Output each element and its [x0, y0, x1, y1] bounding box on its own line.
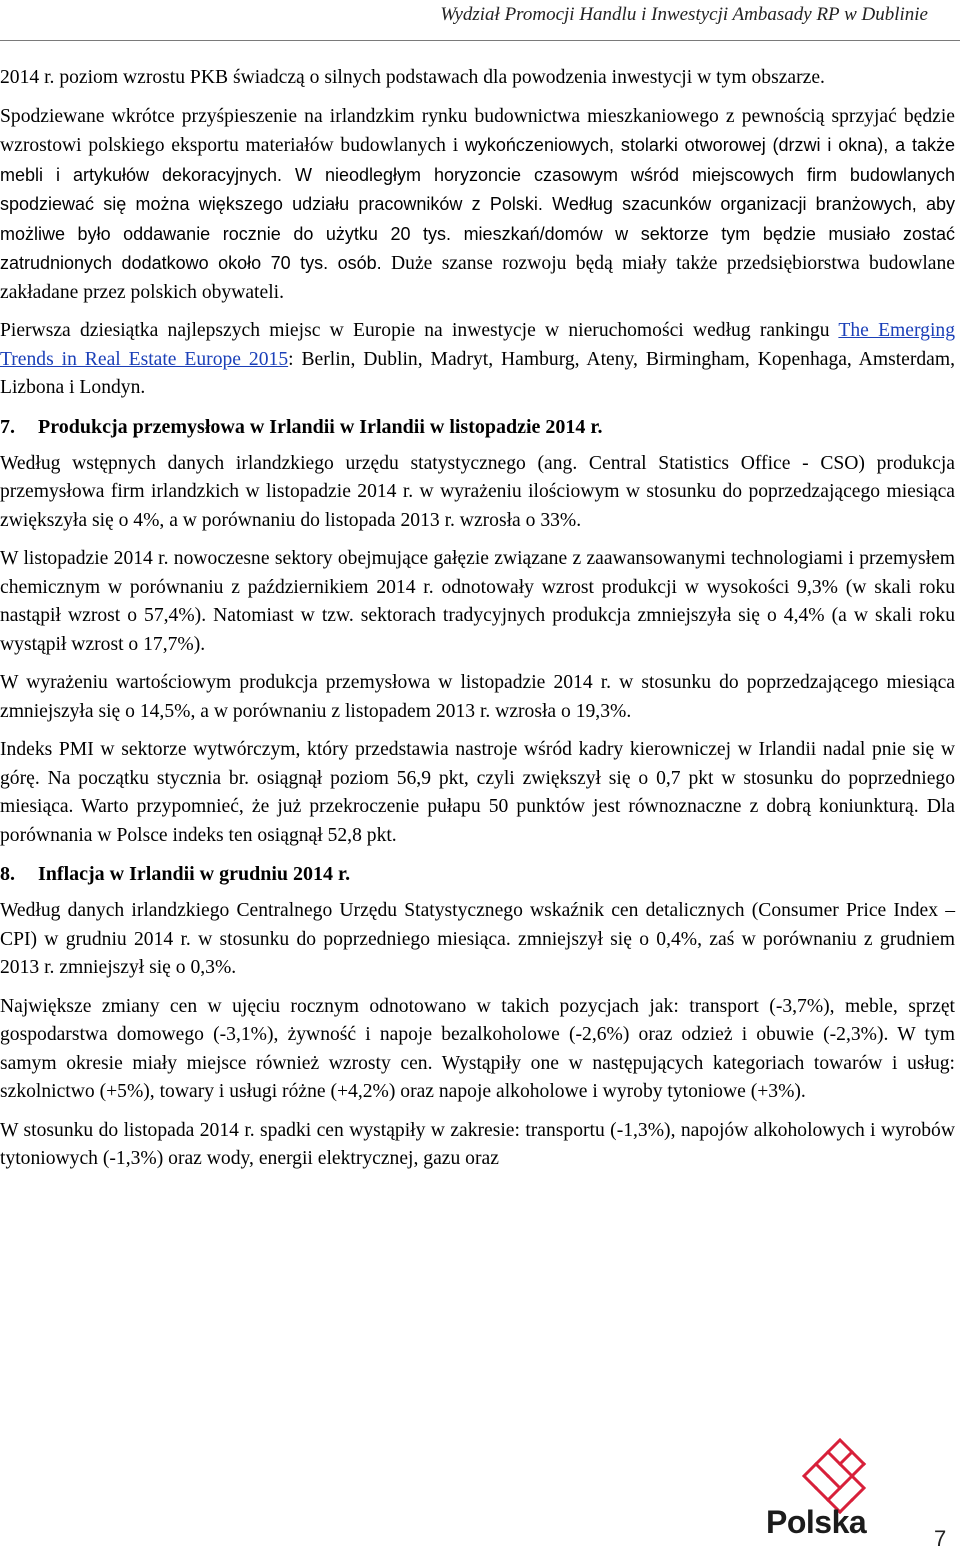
- paragraph-modern-sectors: W listopadzie 2014 r. nowoczesne sektory obejmujące gałęzie związane z zaawansowanymi technologiami i przemysłem chemicznym w porównaniu z październikiem 2014 r. odnotowały wzrost produkcji w wysokości 9,3% (w skali roku nastąpił wzrost o 57,4%). Natomiast w tzw. sektorach tradycyjnych produkcja zmniejszyła się o 4,4% (a w skali roku wystąpił wzrost o 17,7%).: [0, 548, 955, 655]
- section-8-number: 8.: [0, 863, 15, 885]
- paragraph-cpi: Według danych irlandzkiego Centralnego Urzędu Statystycznego wskaźnik cen detalicznych (Consumer Price Index – CPI) w grudniu 2014 r. w stosunku do poprzedniego miesiąca. zmniejszył się o 0,4%, zaś w porównaniu z grudniem 2013 r. zmniejszył się o 0,3%.: [0, 900, 955, 978]
- paragraph-ranking: [0, 317, 955, 403]
- section-8-heading: [0, 860, 955, 888]
- page-number: 7: [934, 1526, 947, 1551]
- paragraph-construction-tail: Duże szanse rozwoju będą miały także przedsiębiorstwa budowlane zakładane przez polskich obywateli.: [0, 253, 955, 303]
- header-divider: [0, 40, 960, 41]
- section-7-number: 7.: [0, 415, 15, 438]
- section-8-title: Inflacja w Irlandii w grudniu 2014 r.: [38, 863, 351, 885]
- paragraph-construction-text: Spodziewane wkrótce przyśpieszenie na irlandzkim rynku budownictwa mieszkaniowego z pewnością sprzyjać będzie wzrostowi polskiego eksportu materiałów budowlanych i: [0, 105, 955, 156]
- paragraph-monthly-changes: W stosunku do listopada 2014 r. spadki cen wystąpiły w zakresie: transportu (-1,3%), napojów alkoholowych i wyrobów tytoniowych (-1,3%) oraz wody, energii elektrycznej, gazu oraz: [0, 1119, 955, 1169]
- ranking-text-before: Pierwsza dziesiątka najlepszych miejsc w Europie na inwestycje w nieruchomości według rankingu: [0, 320, 839, 341]
- ranking-text-after: : Berlin, Dublin, Madryt, Hamburg, Ateny, Birmingham, Kopenhaga, Amsterdam, Lizbona i Londyn.: [0, 348, 955, 398]
- paragraph-pmi: Indeks PMI w sektorze wytwórczym, który przedstawia nastroje wśród kadry kierowniczej w Irlandii nadal pnie się w górę. Na początku stycznia br. osiągnął poziom 56,9 pkt, czyli zwiększył się o 0,7 pkt w stosunku do poprzedniego miesiąca. Warto przypomnieć, że już przekroczenie pułapu 50 punktów jest równoznaczne z dobrą koniunkturą. Dla porównania w Polsce indeks ten osiągnął 52,8 pkt.: [0, 739, 955, 846]
- section-7-title: Produkcja przemysłowa w Irlandii w Irlandii w listopadzie 2014 r.: [38, 415, 603, 438]
- paragraph-value-production: W wyrażeniu wartościowym produkcja przemysłowa w listopadzie 2014 r. w stosunku do poprzedzającego miesiąca zmniejszyła się o 14,5%, a w porównaniu z listopadem 2013 r. wzrosła o 19,3%.: [0, 672, 955, 722]
- paragraph-pkb: 2014 r. poziom wzrostu PKB świadczą o silnych podstawach dla powodzenia inwestycji w tym obszarze.: [0, 67, 825, 88]
- paragraph-construction-sans: wykończeniowych, stolarki otworowej (drzwi i okna), a także mebli i artykułów dekoracyjnych. W nieodległym horyzoncie czasowym wśród miejscowych firm budowlanych spodziewać się można większego udziału pracowników z Polski.: [0, 135, 955, 214]
- document-body: [0, 64, 955, 1184]
- emerging-trends-link[interactable]: The Emerging Trends in Real Estate Europe 2015: [0, 320, 955, 370]
- paragraph-price-changes: Największe zmiany cen w ujęciu rocznym odnotowano w takich pozycjach jak: transport (-3,7%), meble, sprzęt gospodarstwa domowego (-3,1%), żywność i napoje bezalkoholowe (-2,6%) oraz odzież i obuwie (-2,3%). W tym samym okresie miały miejsce również wzrosty cen. Wystąpiły one w następujących kategoriach towarów i usług: szkolnictwo (+5%), towary i usługi różne (+4,2%) oraz napoje alkoholowe i wyroby tytoniowe (+3%).: [0, 995, 955, 1102]
- paragraph-construction-estimate: Według szacunków organizacji branżowych, aby możliwe było oddawanie rocznie do użytku 20 tys. mieszkań/domów w sektorze tym będzie musiało zostać zatrudnionych dodatkowo około 70 tys. osób.: [0, 194, 955, 273]
- section-7-heading: [0, 413, 955, 441]
- paragraph-construction: [0, 103, 955, 308]
- polska-logo-text: Polska: [766, 1504, 867, 1540]
- paragraph-cso: Według wstępnych danych irlandzkiego urzędu statystycznego (ang. Central Statistics Office - CSO) produkcja przemysłowa firm irlandzkich w listopadzie 2014 r. w wyrażeniu ilościowym w stosunku do poprzedzającego miesiąca zwiększyła się o 4%, a w porównaniu do listopada 2013 r. wzrosła o 33%.: [0, 452, 955, 531]
- page-header: Wydział Promocji Handlu i Inwestycji Ambasady RP w Dublinie: [440, 4, 928, 25]
